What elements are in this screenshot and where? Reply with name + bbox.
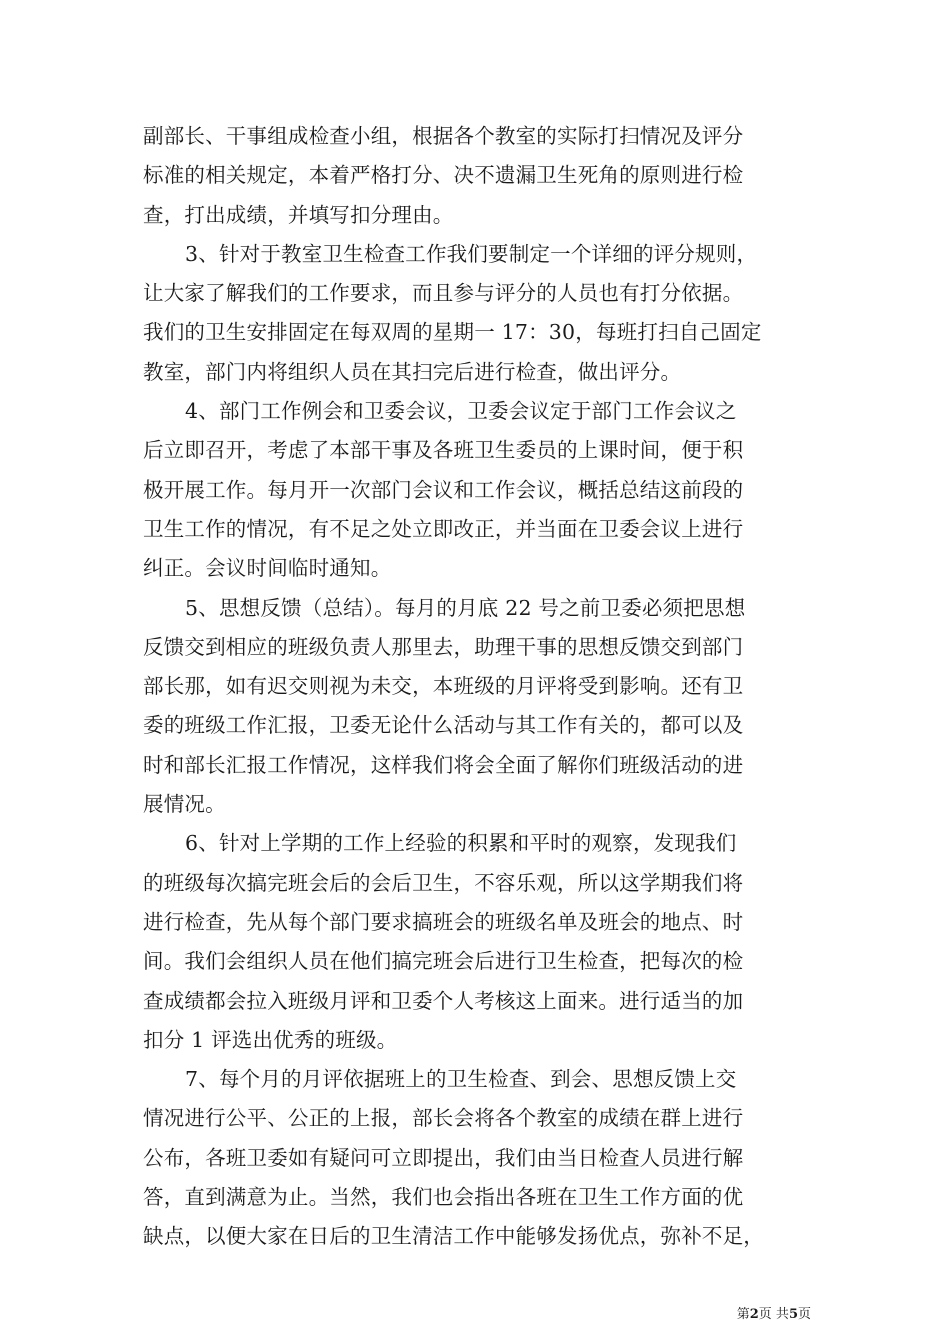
text-line: 让大家了解我们的工作要求，而且参与评分的人员也有打分依据。 xyxy=(143,281,744,306)
text-line: 副部长、干事组成检查小组，根据各个教室的实际打扫情况及评分 xyxy=(143,124,744,148)
text-line: 扣分 1 评选出优秀的班级。 xyxy=(143,1027,398,1052)
text-line: 委的班级工作汇报，卫委无论什么活动与其工作有关的，都可以及 xyxy=(143,713,744,738)
paragraph-first-line: 4、部门工作例会和卫委会议，卫委会议定于部门工作会议之 xyxy=(185,399,737,424)
text-line: 时和部长汇报工作情况，这样我们将会全面了解你们班级活动的进 xyxy=(143,752,744,777)
text-line: 纠正。会议时间临时通知。 xyxy=(143,556,392,581)
text-line: 反馈交到相应的班级负责人那里去，助理干事的思想反馈交到部门 xyxy=(143,634,744,659)
document-body xyxy=(143,117,811,1257)
paragraph-first-line: 6、针对上学期的工作上经验的积累和平时的观察，发现我们 xyxy=(185,831,737,856)
text-line: 公布，各班卫委如有疑问可立即提出，我们由当日检查人员进行解 xyxy=(143,1145,744,1170)
text-line: 缺点，以便大家在日后的卫生清洁工作中能够发扬优点，弥补不足， xyxy=(143,1224,764,1249)
paragraph-first-line: 7、每个月的月评依据班上的卫生检查、到会、思想反馈上交 xyxy=(185,1067,737,1092)
text-line: 我们的卫生安排固定在每双周的星期一 17：30，每班打扫自己固定 xyxy=(143,320,762,345)
text-line: 极开展工作。每月开一次部门会议和工作会议，概括总结这前段的 xyxy=(143,477,744,502)
text-line: 标准的相关规定，本着严格打分、决不遗漏卫生死角的原则进行检 xyxy=(143,163,744,188)
text-line: 进行检查，先从每个部门要求搞班会的班级名单及班会的地点、时 xyxy=(143,909,744,934)
text-line: 的班级每次搞完班会后的会后卫生，不容乐观，所以这学期我们将 xyxy=(143,870,744,895)
text-line: 情况进行公平、公正的上报，部长会将各个教室的成绩在群上进行 xyxy=(143,1106,744,1131)
text-line: 教室，部门内将组织人员在其扫完后进行检查，做出评分。 xyxy=(143,359,682,384)
footer-suffix: 页 xyxy=(797,1307,811,1322)
text-line: 卫生工作的情况，有不足之处立即改正，并当面在卫委会议上进行 xyxy=(143,516,744,541)
text-line: 查成绩都会拉入班级月评和卫委个人考核这上面来。进行适当的加 xyxy=(143,988,744,1013)
current-page-number: 2 xyxy=(749,1307,759,1322)
text-line: 查，打出成绩，并填写扣分理由。 xyxy=(143,202,454,227)
page-number-footer xyxy=(0,1306,811,1324)
text-line: 展情况。 xyxy=(143,792,226,817)
footer-prefix: 第 xyxy=(736,1307,750,1322)
paragraph-first-line: 3、针对于教室卫生检查工作我们要制定一个详细的评分规则， xyxy=(185,241,758,266)
footer-middle: 页 共 xyxy=(758,1307,789,1322)
text-line: 间。我们会组织人员在他们搞完班会后进行卫生检查，把每次的检 xyxy=(143,949,744,974)
total-page-count: 5 xyxy=(788,1307,798,1322)
text-line: 部长那，如有迟交则视为未交，本班级的月评将受到影响。还有卫 xyxy=(143,674,744,699)
text-line: 答，直到满意为止。当然，我们也会指出各班在卫生工作方面的优 xyxy=(143,1185,744,1210)
text-line: 后立即召开，考虑了本部干事及各班卫生委员的上课时间，便于积 xyxy=(143,438,744,463)
paragraph-first-line: 5、思想反馈（总结）。每月的月底 22 号之前卫委必须把思想 xyxy=(185,595,746,620)
